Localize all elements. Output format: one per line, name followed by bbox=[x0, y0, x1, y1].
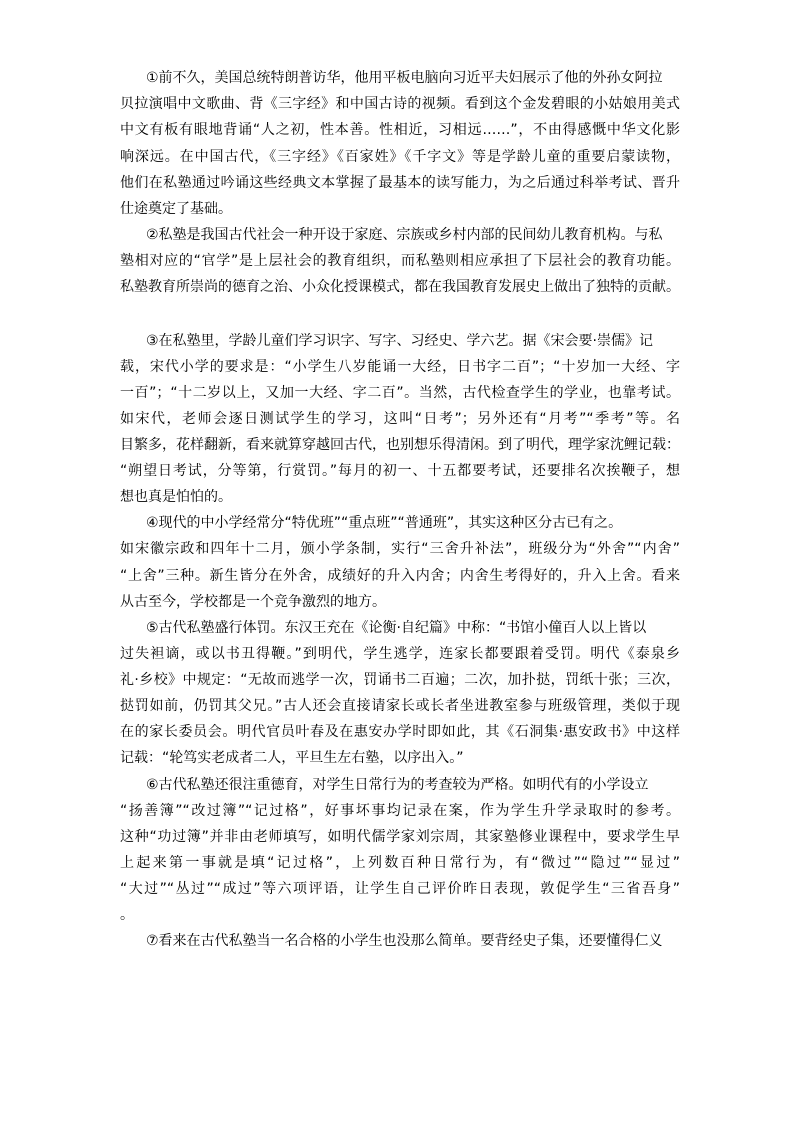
text-line: 挞罚如前，仍罚其父兄。”古人还会直接请家长或长者坐进教室参与班级管理，类似于现 bbox=[120, 698, 680, 714]
text-line: 这种“功过簿”并非由老师填写，如明代儒学家刘宗周，其家塾修业课程中，要求学生早 bbox=[120, 829, 680, 845]
text-line: 塾相对应的“官学”是上层社会的教育组织，而私塾则相应承担了下层社会的教育功能。 bbox=[120, 253, 680, 269]
text-line: 在的家长委员会。明代官员叶春及在惠安办学时即如此，其《石洞集·惠安政书》中这样 bbox=[120, 724, 680, 740]
text-line: “上舍”三种。新生皆分在外舍，成绩好的升入内舍；内舍生考得好的，升入上舍。看来 bbox=[120, 568, 680, 584]
text-line: 如宋徽宗政和四年十二月，颁小学条制，实行“三舍升补法”，班级分为“外舍”“内舍” bbox=[120, 541, 680, 557]
text-line: 私塾教育所崇尚的德育之治、小众化授课模式，都在我国教育发展史上做出了独特的贡献。 bbox=[120, 279, 680, 295]
text-line: “大过”“丛过”“成过”等六项评语，让学生自己评价昨日表现，敦促学生“三省吾身” bbox=[120, 881, 680, 897]
text-line: 想也真是怕怕的。 bbox=[120, 489, 232, 505]
text-line: 贝拉演唱中文歌曲、背《三字经》和中国古诗的视频。看到这个金发碧眼的小姑娘用美式 bbox=[120, 96, 680, 112]
text-line: 响深远。在中国古代，《三字经》《百家姓》《千字文》等是学龄儿童的重要启蒙读物， bbox=[120, 149, 680, 165]
text-line: ③在私塾里，学龄儿童们学习识字、写字、习经史、学六艺。据《宋会要·崇儒》记 bbox=[146, 333, 653, 349]
text-line: 。 bbox=[120, 907, 134, 923]
text-line: ④现代的中小学经常分“特优班”“重点班”“普通班”，其实这种区分古已有之。 bbox=[146, 515, 623, 531]
text-line: 从古至今，学校都是一个竞争激烈的地方。 bbox=[120, 594, 386, 610]
text-line: 上起来第一事就是填“记过格”，上列数百种日常行为，有“微过”“隐过”“显过” bbox=[120, 855, 680, 871]
text-line: 他们在私塾通过吟诵这些经典文本掌握了最基本的读写能力，为之后通过科举考试、晋升 bbox=[120, 175, 680, 191]
text-line: 载，宋代小学的要求是：“小学生八岁能诵一大经，日书字二百”；“十岁加一大经、字 bbox=[120, 359, 680, 375]
text-line: 过失袒谪，或以书丑得鞭。”到明代，学生逃学，连家长都要跟着受罚。明代《泰泉乡 bbox=[120, 646, 680, 662]
text-line: 礼·乡校》中规定：“无故而逃学一次，罚诵书二百遍；二次，加扑挞，罚纸十张；三次， bbox=[120, 672, 680, 688]
text-line: 中文有板有眼地背诵“人之初，性本善。性相近，习相远……”，不由得感慨中华文化影 bbox=[120, 122, 680, 138]
text-line: “扬善簿”“改过簿”“记过格”，好事坏事均记录在案，作为学生升学录取时的参考。 bbox=[120, 803, 680, 819]
text-line: 目繁多，花样翻新，看来就算穿越回古代，也别想乐得清闲。到了明代，理学家沈鲤记载： bbox=[120, 437, 680, 453]
text-line: 记载：“轮笃实老成者二人，平旦生左右塾，以序出入。” bbox=[120, 750, 464, 766]
text-line: 如宋代，老师会逐日测试学生的学习，这叫“日考”；另外还有“月考”“季考”等。名 bbox=[120, 411, 680, 427]
text-line: ①前不久，美国总统特朗普访华，他用平板电脑向习近平夫妇展示了他的外孙女阿拉 bbox=[146, 70, 663, 86]
text-line: 一百”；“十二岁以上，又加一大经、字二百”。当然，古代检查学生的学业，也靠考试。 bbox=[120, 385, 680, 401]
text-line: ②私塾是我国古代社会一种开设于家庭、宗族或乡村内部的民间幼儿教育机构。与私 bbox=[146, 227, 663, 243]
text-line: ⑥古代私塾还很注重德育，对学生日常行为的考查较为严格。如明代有的小学设立 bbox=[146, 777, 649, 793]
text-line: ⑤古代私塾盛行体罚。东汉王充在《论衡·自纪篇》中称：“书馆小僮百人以上皆以 bbox=[146, 620, 647, 636]
text-line: ⑦看来在古代私塾当一名合格的小学生也没那么简单。要背经史子集，还要懂得仁义 bbox=[146, 933, 663, 949]
text-line: 仕途奠定了基础。 bbox=[120, 201, 232, 217]
text-line: “朔望日考试，分等第，行赏罚。”每月的初一、十五都要考试，还要排名次挨鞭子，想 bbox=[120, 463, 680, 479]
